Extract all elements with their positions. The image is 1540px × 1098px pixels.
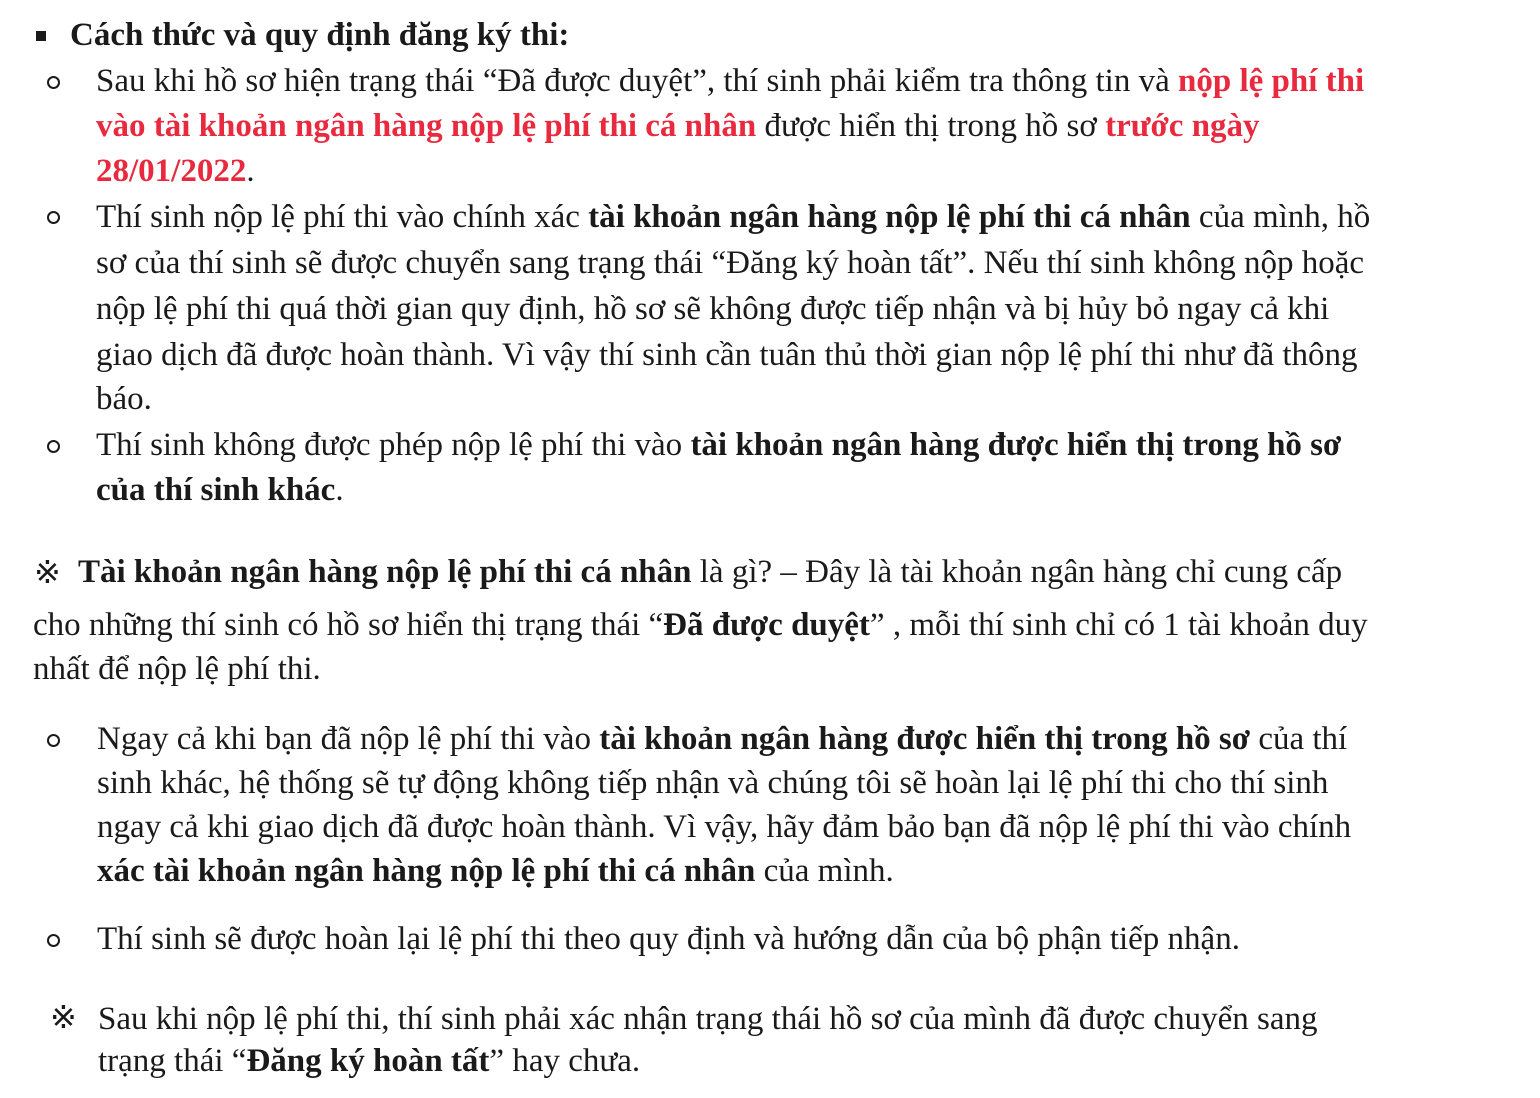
text: cho những thí sinh có hồ sơ hiển thị trạng thái “: [33, 607, 664, 643]
note-1-line-2: [33, 603, 1368, 647]
bullet-4-line-2: sinh khác, hệ thống sẽ tự động không tiếp nhận và chúng tôi sẽ hoàn lại lệ phí thi cho thí sinh: [97, 765, 1329, 801]
bullet-4-line-3: ngay cả khi giao dịch đã được hoàn thành. Vì vậy, hãy đảm bảo bạn đã nộp lệ phí thi vào chính: [97, 809, 1352, 845]
circle-bullet-icon: [47, 76, 60, 89]
text: Thí sinh không được phép nộp lệ phí thi vào: [96, 427, 691, 463]
bullet-3-line-2: [96, 468, 344, 512]
text: .: [246, 153, 255, 189]
bold-text: Đã được duyệt: [663, 607, 870, 643]
circle-bullet-icon: [47, 734, 60, 747]
bullet-2-line-3: nộp lệ phí thi quá thời gian quy định, hồ sơ sẽ không được tiếp nhận và bị hủy bỏ ngay cả khi: [96, 291, 1330, 327]
bold-text: của thí sinh khác: [96, 472, 336, 508]
bullet-5-line-1: Thí sinh sẽ được hoàn lại lệ phí thi theo quy định và hướng dẫn của bộ phận tiếp nhận.: [97, 921, 1240, 957]
text: của thí: [1250, 721, 1348, 757]
bold-text: tài khoản ngân hàng được hiển thị trong hồ sơ: [690, 427, 1342, 463]
text: Sau khi hồ sơ hiện trạng thái “Đã được duyệt”, thí sinh phải kiểm tra thông tin và: [96, 63, 1178, 99]
text: trạng thái “: [98, 1043, 247, 1079]
text: ” , mỗi thí sinh chỉ có 1 tài khoản duy: [869, 607, 1368, 643]
text: ” hay chưa.: [489, 1043, 641, 1079]
text: là gì? – Đây là tài khoản ngân hàng chỉ cung cấp: [691, 554, 1343, 590]
bullet-2-line-2: sơ của thí sinh sẽ được chuyển sang trạng thái “Đăng ký hoàn tất”. Nếu thí sinh không nộp hoặc: [96, 245, 1365, 281]
bold-text: tài khoản ngân hàng nộp lệ phí thi cá nhân: [588, 199, 1191, 235]
bullet-1-line-2: [96, 104, 1260, 148]
text: của mình, hồ: [1190, 199, 1371, 235]
note-2-line-2: [98, 1039, 640, 1083]
circle-bullet-icon: [47, 211, 60, 224]
bullet-4-line-1: [97, 717, 1347, 761]
bullet-2-line-4: giao dịch đã được hoàn thành. Vì vậy thí sinh cần tuân thủ thời gian nộp lệ phí thi như đã thông: [96, 337, 1358, 373]
bullet-2-line-5: báo.: [96, 381, 152, 417]
bullet-2-line-1: [96, 195, 1370, 239]
bullet-1-line-3: [96, 149, 255, 193]
circle-bullet-icon: [47, 934, 60, 947]
text: được hiển thị trong hồ sơ: [756, 108, 1106, 144]
note-1-line-1: [78, 550, 1342, 594]
text: Ngay cả khi bạn đã nộp lệ phí thi vào: [97, 721, 600, 757]
highlight-text: nộp lệ phí thi: [1178, 63, 1365, 99]
bullet-3-line-1: [96, 423, 1341, 467]
square-bullet-icon: [36, 31, 46, 41]
deadline-date: 28/01/2022: [96, 153, 247, 189]
bold-text: Đăng ký hoàn tất: [246, 1043, 490, 1079]
note-2-line-1: Sau khi nộp lệ phí thi, thí sinh phải xác nhận trạng thái hồ sơ của mình đã được chuyển sang: [98, 1001, 1318, 1037]
circle-bullet-icon: [47, 440, 60, 453]
bullet-1-line-1: [96, 59, 1364, 103]
bold-text: xác tài khoản ngân hàng nộp lệ phí thi cá nhân: [97, 853, 756, 889]
highlight-text: vào tài khoản ngân hàng nộp lệ phí thi cá nhân: [96, 108, 757, 144]
bold-text: tài khoản ngân hàng được hiển thị trong hồ sơ: [599, 721, 1251, 757]
highlight-text: trước ngày: [1105, 108, 1260, 144]
note-1-line-3: nhất để nộp lệ phí thi.: [33, 651, 321, 687]
text: của mình.: [755, 853, 894, 889]
reference-mark-icon: ※: [50, 998, 77, 1036]
section-heading: Cách thức và quy định đăng ký thi:: [70, 17, 570, 53]
text: .: [335, 472, 344, 508]
bold-text: Tài khoản ngân hàng nộp lệ phí thi cá nhân: [78, 554, 692, 590]
text: Thí sinh nộp lệ phí thi vào chính xác: [96, 199, 589, 235]
reference-mark-icon: ※: [34, 553, 61, 591]
bullet-4-line-4: [97, 849, 894, 893]
